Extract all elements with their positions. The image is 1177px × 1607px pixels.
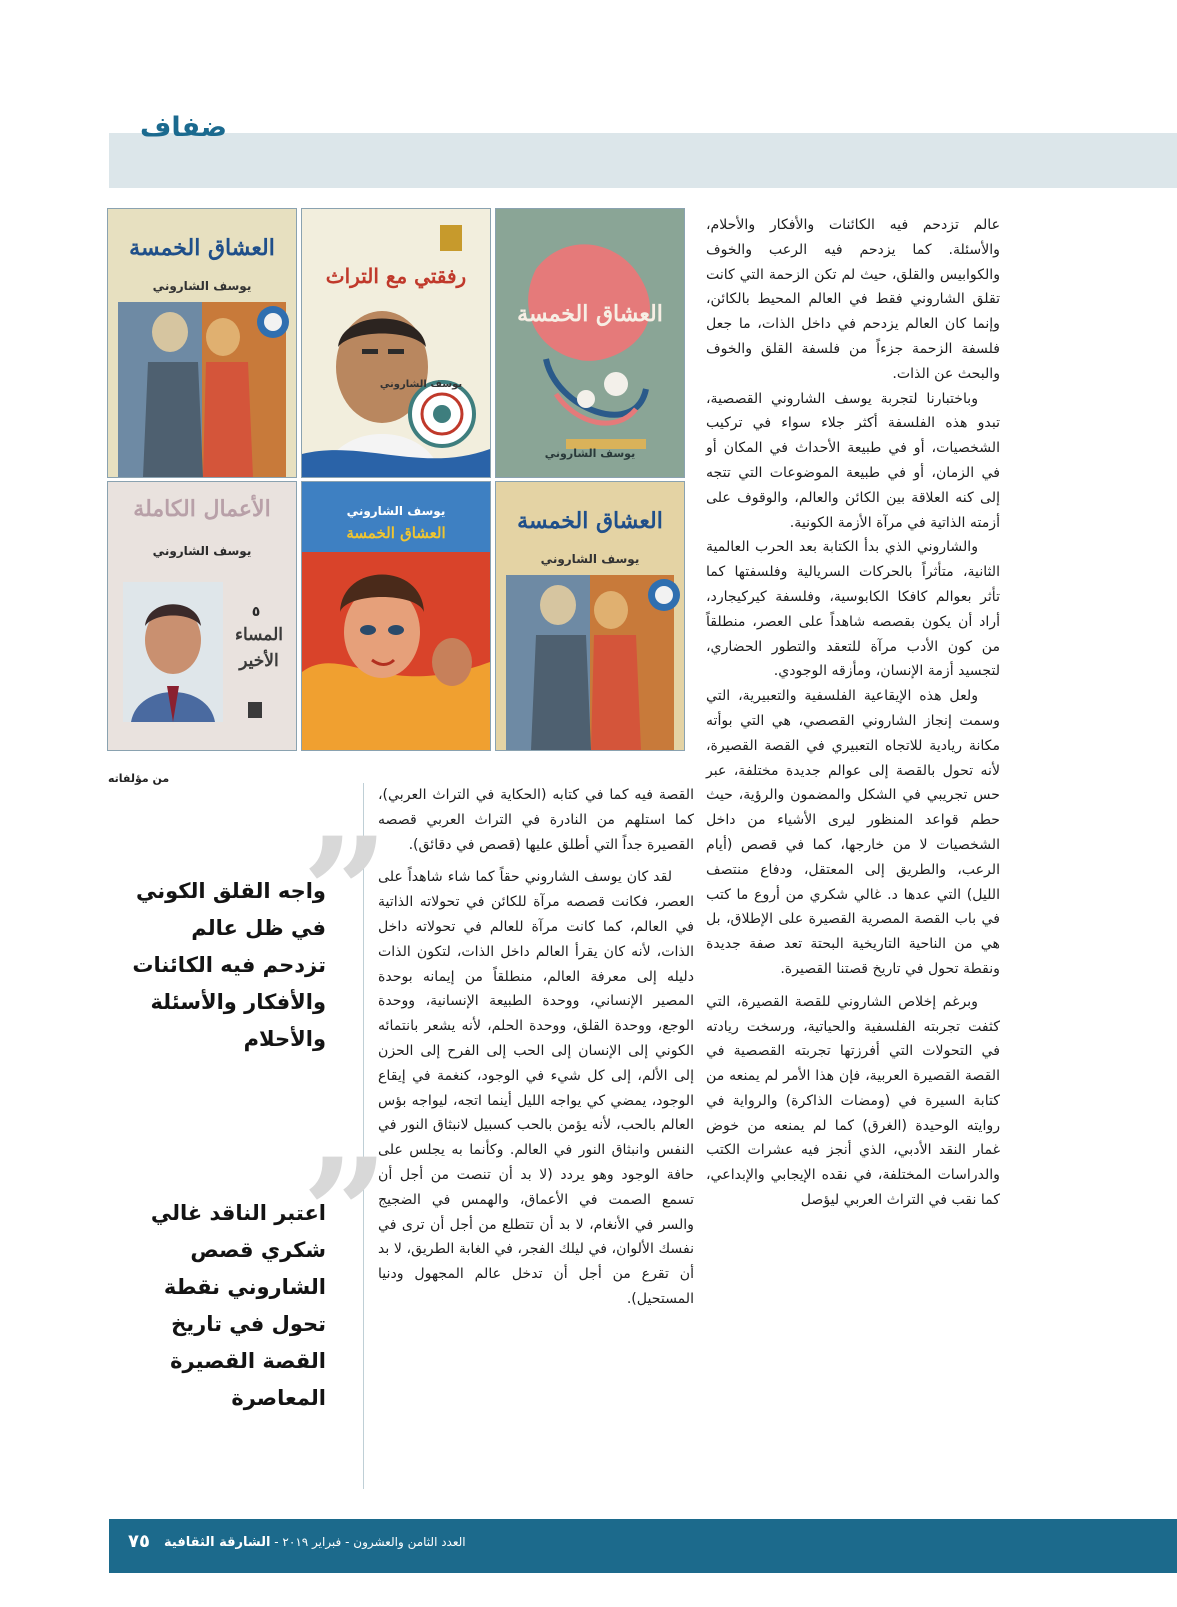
book-cover-ushaq-blue xyxy=(301,481,491,751)
paragraph: وباختبارنا لتجربة يوسف الشاروني القصصية، تبدو هذه الفلسفة أكثر جلاء سواء في تركيب الشخصيات، أو في طبيعة الأحداث في المكان أو في الزمان، أو في طبيعة الموضوعات التي تتجه إلى كنه العلاقة بين الكائن والعالم، والوقوف على أزمته الذاتية في مرآة الأزمة الكونية. xyxy=(706,390,1000,531)
cover-title-ushaq-painting-1: العشاق الخمسة xyxy=(129,235,275,261)
paragraph: عالم تزدحم فيه الكائنات والأفكار والأحلام، والأسئلة. كما يزدحم فيه الرعب والخوف والكوابيس والقلق، حيث لم تكن الزحمة التي كانت تقلق الشاروني فقط في العالم المحيط بالكائن، وإنما كان العالم يزدحم في داخل الذات، ما جعل فلسفة الزحمة جزءاً من فلسفة القلق والخوف والبحث عن الذات. xyxy=(706,217,1000,382)
cover-illustration-blue xyxy=(302,552,490,751)
cover-portrait-collected-works xyxy=(123,582,223,722)
book-cover-rifqati xyxy=(301,208,491,478)
cover-number: ٥ xyxy=(251,604,261,620)
article-column-middle xyxy=(378,783,694,1312)
section-title: ضفاف xyxy=(140,112,228,143)
paragraph: لقد كان يوسف الشاروني حقاً كما شاء شاهداً على العصر، فكانت قصصه مرآة للكائن في تحولاته الذاتية في العالم، كما كانت مرآة للعالم في تحولاته داخل الذات، لأنه كان يقرأ العالم داخل الذات، لتكون الذات دليله إلى معرفة العالم، منطلقاً من إيمانه بوحدة المصير الإنساني، ووحدة الطبيعة الإنسانية، ووحدة الوجع، ووحدة القلق، ووحدة الحلم، لأنه يشعر بانتمائه الكوني إلى الإنسان إلى الحب إلى الفرح إلى الحزن إلى الألم، إلى كل شيء في الوجود، كنغمة في إيقاع الوجود، يمضي كي يواجه الليل أينما اتجه، ليواجه بؤس العالم بالحب، لأنه يؤمن بالحب كسبيل لانبثاق النور في النفس وانبثاق النور في العالم. وكأنما به يجلس على حافة الوجود وهو يردد (لا بد أن تنصت من أجل أن تسمع الصمت في الأعماق، والهمس في الضجيج والسر في الأنغام، لا بد أن تتطلع من أجل أن ترى في نفسك الألوان، في ليلك الفجر، في الغابة الطريق، لا بد أن تقرع من أجل أن تدخل عالم المجهول ودنيا المستحيل). xyxy=(378,869,694,1307)
cover-title-ushaq-pink: العشاق الخمسة xyxy=(517,301,663,327)
book-cover-collected-works xyxy=(107,481,297,751)
quote-mark-icon: ” xyxy=(302,805,389,981)
cover-author-ushaq-pink: يوسف الشاروني xyxy=(544,447,636,460)
cover-title-ushaq-blue: العشاق الخمسة xyxy=(346,524,446,542)
cover-author-ushaq-painting-1: يوسف الشاروني xyxy=(152,279,252,293)
footer-issue-line xyxy=(164,1535,466,1550)
cover-title-rifqati: رفقتي مع التراث xyxy=(325,264,467,288)
cover-illustration-pink xyxy=(496,209,684,477)
cover-subtitle-collected-works: المساء الأخير xyxy=(234,625,284,671)
quote-mark-icon: ” xyxy=(302,1126,389,1302)
cover-title-collected-works: الأعمال الكاملة xyxy=(133,496,271,522)
book-cover-ushaq-painting-1 xyxy=(107,208,297,478)
pull-quote-1: واجه القلق الكوني في ظل عالم تزدحم فيه الكائنات والأفكار والأسئلة والأحلام xyxy=(132,879,326,1051)
cover-painting-2 xyxy=(496,575,684,750)
page-number: ٧٥ xyxy=(128,1531,150,1552)
cover-author-rifqati: يوسف الشاروني xyxy=(379,379,463,390)
publisher-logo xyxy=(440,225,462,251)
book-cover-ushaq-pink xyxy=(495,208,685,478)
paragraph: وبرغم إخلاص الشاروني للقصة القصيرة، التي كثفت تجربته الفلسفية والحياتية، ورسخت ريادته في التحولات التي أفرزتها تجربته القصصية في القصة القصيرة العربية، فإن هذا الأمر لم يمنعه من كتابة السيرة في (ومضات الذاكرة) والرواية في روايته الوحيدة (الغرق) كما لم يمنعه من خوض غمار النقد الأدبي، الذي أنجز فيه عشرات الكتب والدراسات المختلفة، في نقده الإيجابي والإبداعي، كما نقب في التراث العربي ليؤصل xyxy=(706,993,1000,1209)
footer-magazine-name: الشارقة الثقافية xyxy=(164,1535,271,1550)
cover-author-collected-works: يوسف الشاروني xyxy=(152,544,252,558)
paragraph: والشاروني الذي بدأ الكتابة بعد الحرب العالمية الثانية، متأثراً بالحركات السريالية وفلسفتها كما تأثر بعوالم كافكا الكابوسية، وفلسفة كيركيجارد، أراد أن يكون بقصصه شاهداً على العصر، منطلقاً من كون الأدب مرآة للتعقد والتطور الحضاري، لتجسيد أزمة الإنسان، ومأزقه الوجودي. xyxy=(706,539,1000,680)
paragraph: القصة فيه كما في كتابه (الحكاية في التراث العربي)، كما استلهم من النادرة في التراث العربي قصصه القصيرة جداً التي أطلق عليها (قصص في دقائق). xyxy=(378,787,694,853)
footer-issue-text: العدد الثامن والعشرون - فبراير ٢٠١٩ - xyxy=(274,1535,466,1549)
cover-title-ushaq-painting-2: العشاق الخمسة xyxy=(517,508,663,534)
header-band xyxy=(109,133,1177,188)
photo-caption: من مؤلفاته xyxy=(108,772,170,785)
paragraph: ولعل هذه الإيقاعية الفلسفية والتعبيرية، التي وسمت إنجاز الشاروني القصصي، هي التي بوأته مكانة ريادية للاتجاه التعبيري في القصة القصيرة، لأنه تحول بالقصة إلى عوالم جديدة مختلفة، عبر حس تجريبي في الشكل والمضمون والرؤية، حيث حطم قواعد المنظور ليرى الأشياء من داخل الشخصيات لا من خارجها، كما في قصص (أيام الرعب، والطريق إلى المعتقل، ودفاع منتصف الليل) التي عدها د. غالي شكري من أروع ما كتب في باب القصة المصرية القصيرة على الإطلاق، بل هي من الناحية التاريخية البحتة تعد صفة جديدة ونقطة تحول في تاريخ قصتنا القصيرة. xyxy=(706,688,1000,977)
pull-quote-2: اعتبر الناقد غالي شكري قصص الشاروني نقطة تحول في تاريخ القصة القصيرة المعاصرة xyxy=(150,1201,326,1410)
cover-painting-1 xyxy=(108,302,296,477)
publisher-mark xyxy=(248,702,262,718)
book-cover-ushaq-painting-2 xyxy=(495,481,685,751)
cover-author-ushaq-blue: يوسف الشاروني xyxy=(346,504,446,518)
cover-author-ushaq-painting-2: يوسف الشاروني xyxy=(540,552,640,566)
article-column-right xyxy=(706,213,1000,1213)
